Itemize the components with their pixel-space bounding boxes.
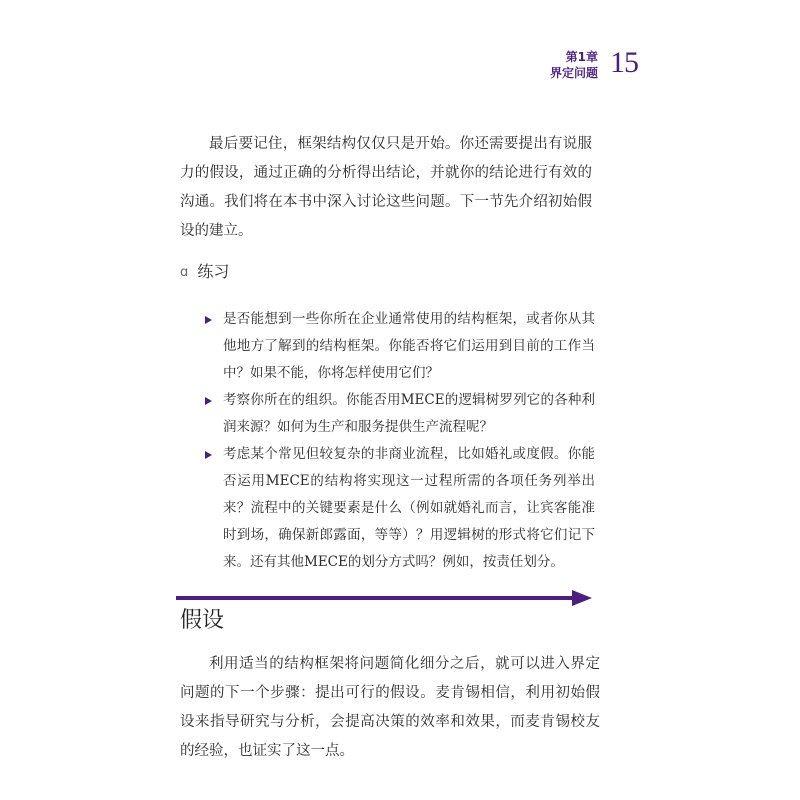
page-number: 15 bbox=[610, 46, 638, 79]
intro-paragraph: 最后要记住，框架结构仅仅只是开始。你还需要提出有说服力的假设，通过正确的分析得出结论，并就你的结论进行有效的沟通。我们将在本书中深入讨论这些问题。下一节先介绍初始假设的建立。 bbox=[180, 136, 592, 239]
exercise-item bbox=[205, 306, 595, 387]
exercise-title: 练习 bbox=[197, 262, 230, 281]
section-body bbox=[180, 650, 600, 766]
exercise-list bbox=[205, 306, 595, 576]
section-title: 假设 bbox=[180, 608, 225, 633]
chapter-heading bbox=[550, 48, 598, 81]
section-divider bbox=[176, 596, 576, 600]
chapter-label: 第1章 bbox=[565, 50, 598, 64]
triangle-bullet-icon bbox=[205, 397, 212, 405]
chapter-title: 界定问题 bbox=[549, 66, 598, 80]
running-header bbox=[550, 48, 638, 81]
exercise-item bbox=[205, 387, 595, 441]
arrow-right-icon bbox=[572, 590, 592, 606]
exercise-item-text: 考察你所在的组织。你能否用MECE的逻辑树罗列它的各种利润来源？如何为生产和服务提供生产流程呢？ bbox=[223, 392, 595, 435]
exercise-item bbox=[205, 441, 595, 576]
section-paragraph: 利用适当的结构框架将问题简化细分之后，就可以进入界定问题的下一个步骤：提出可行的假设。麦肯锡相信，利用初始假设来指导研究与分析，会提高决策的效率和效果，而麦肯锡校友的经验，也证实了这一点。 bbox=[180, 656, 600, 759]
triangle-bullet-icon bbox=[205, 451, 212, 459]
exercise-item-text: 考虑某个常见但较复杂的非商业流程，比如婚礼或度假。你能否运用MECE的结构将实现这一过程所需的各项任务列举出来？流程中的关键要素是什么（例如就婚礼而言，让宾客能准时到场，确保新郎露面，等等）？用逻辑树的形式将它们记下来。还有其他MECE的划分方式吗？例如，按责任划分。 bbox=[223, 446, 595, 570]
intro-section bbox=[180, 130, 592, 246]
exercise-item-text: 是否能想到一些你所在企业通常使用的结构框架，或者你从其他地方了解到的结构框架。你能否将它们运用到目前的工作当中？如果不能，你将怎样使用它们？ bbox=[223, 311, 595, 381]
exercise-icon: ɑ bbox=[180, 265, 189, 280]
triangle-bullet-icon bbox=[205, 316, 212, 324]
exercise-heading bbox=[180, 262, 592, 284]
